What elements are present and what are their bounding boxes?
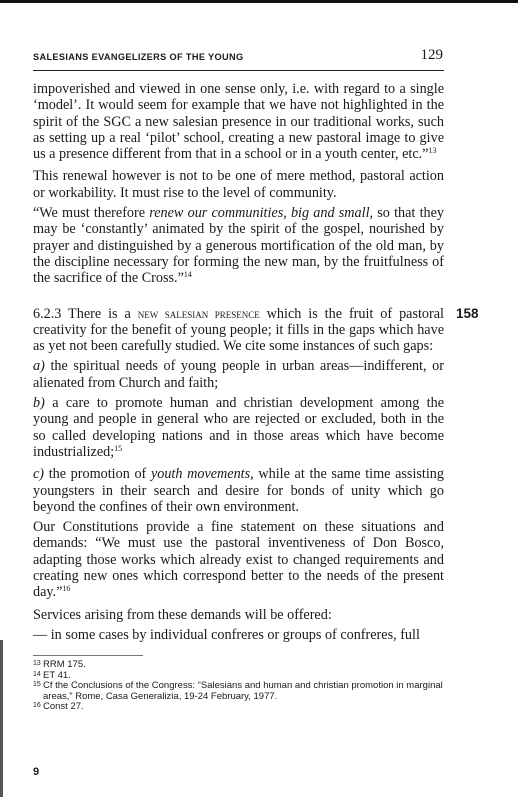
scan-edge-top [0, 0, 518, 3]
paragraph-confreres: — in some cases by individual confreres or groups of confreres, full [33, 626, 420, 643]
footnote-divider [33, 655, 143, 656]
paragraph-constitutions: Our Constitutions provide a fine statement on these situations and demands: “We must use the pastoral inventiveness of Don Bosco, adapting those works which already exist to changed requirements and creating new ones which correspond better to the needs of the present day.”$^{16}$ [33, 519, 444, 601]
marginal-number: 158 [456, 305, 479, 321]
footnote-ref-13[interactable]: 13 [428, 146, 437, 156]
list-item-b: b) a care to promote human and christian development among the young and people in general who are rejected or excluded, both in the so called developing nations and in those areas which have become industrialized;$^{15}$ [33, 395, 444, 460]
footnote-13: 13 RRM 175. [33, 659, 86, 670]
emphasis-youth-movements: youth movements, [150, 466, 254, 483]
footnote-14: 14 ET 41. [33, 669, 71, 681]
footnote-ref-15[interactable]: 15 [114, 443, 123, 453]
running-head: SALESIANS EVANGELIZERS OF THE YOUNG [33, 52, 244, 62]
list-item-c: c) the promotion of youth movements, while at the same time assisting youngsters in their search and desire for bonds of unity which go beyond the confines of their own environment. [33, 466, 444, 515]
page-number: 129 [420, 47, 443, 63]
list-item-a: a) the spiritual needs of young people in urban areas—indifferent, or alienated from Church and faith; [33, 358, 444, 391]
paragraph-3: “We must therefore renew our communities, big and small, so that they may be ‘constantly’ animated by the spirit of the gospel, nourished by prayer and distinguished by a generous mortification of the old man, by the discipline necessary for forming the new man, by the fruitfulness of the sacrifice of the Cross.”$^{14}$ [33, 205, 444, 287]
signature-mark: 9 [33, 766, 40, 778]
paragraph-2: This renewal however is not to be one of mere method, pastoral action or workability. It must rise to the level of community. [33, 168, 444, 201]
section-6-2-3: 6.2.3 There is a new salesian presence which is the fruit of pastoral creativity for the benefit of young people; it fills in the gaps which have as yet not been carefully studied. We cite some instances of such gaps: 158 [33, 305, 479, 355]
footnote-ref-14[interactable]: 14 [183, 270, 192, 280]
footnote-16: 16 Const 27. [33, 701, 84, 713]
body-text [33, 81, 479, 643]
scan-edge-left [0, 640, 3, 797]
footnote-ref-16[interactable]: 16 [62, 584, 71, 594]
emphasis-renew-communities: renew our communities, big and small, [149, 205, 374, 222]
footnotes [33, 660, 463, 713]
footnote-15: 15 Cf the Conclusions of the Congress: “Salesians and human and christian promotion in marginal areas,” Rome, Casa Generalizia, 19-24 February, 1977. [33, 680, 443, 702]
section-keyword: new salesian presence [137, 306, 260, 321]
paragraph-services: Services arising from these demands will be offered: [33, 606, 332, 623]
page-header [33, 47, 444, 71]
paragraph-1: impoverished and viewed in one sense only, i.e. with regard to a single ‘model’. It would seem for example that we have not highlighted in the spirit of the SGC a new salesian presence in our traditional works, such as setting up a real ‘pilot’ school, creating a new pastoral image to give us a presence different from that in a school or in a youth center, etc.”$^{13}$ [33, 81, 444, 163]
